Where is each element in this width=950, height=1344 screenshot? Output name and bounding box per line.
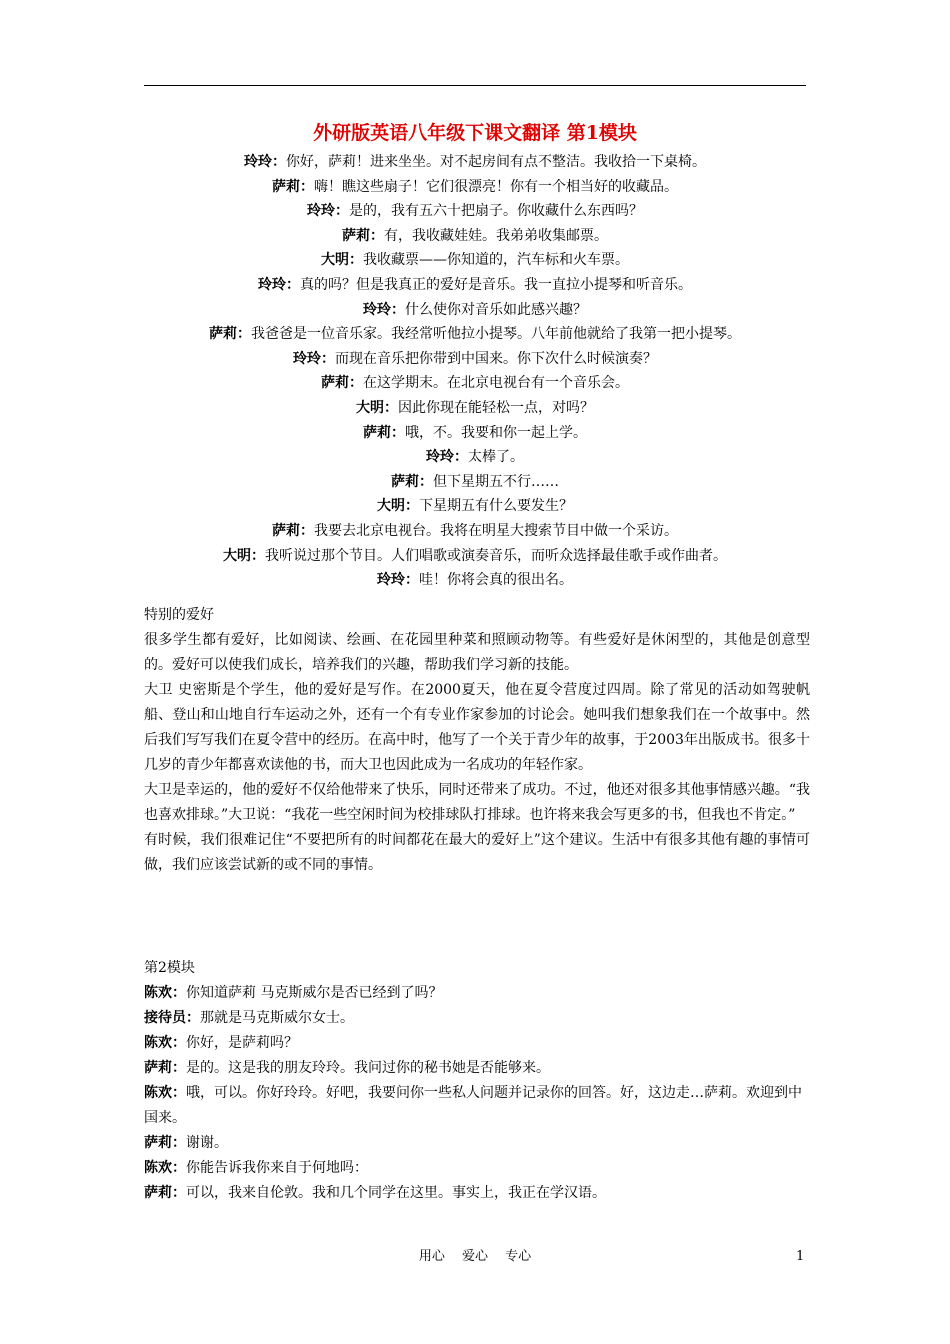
paragraph: 大卫是幸运的，他的爱好不仅给他带来了快乐，同时还带来了成功。不过，他还对很多其他事情感兴趣。“我也喜欢排球。”大卫说：“我花一些空闲时间为校排球队打排球。也许将来我会写更多的书，但我也不肯定。” [144, 782, 810, 823]
dialogue-text: 什么使你对音乐如此感兴趣？ [405, 301, 587, 318]
speaker-label: 大明： [223, 547, 265, 564]
paragraph: 很多学生都有爱好，比如阅读、绘画、在花园里种菜和照顾动物等。有些爱好是休闲型的，其他是创意型的。爱好可以使我们成长，培养我们的兴趣，帮助我们学习新的技能。 [144, 632, 810, 673]
dialogue-text: 哇！你将会真的很出名。 [419, 572, 573, 589]
dialogue-text: 太棒了。 [468, 449, 524, 466]
dialogue-line [0, 470, 950, 495]
dialogue-line [0, 519, 950, 544]
dialogue-text: 我收藏票——你知道的，汽车标和火车票。 [363, 252, 629, 269]
header-rule [144, 85, 806, 86]
dialogue-text: 而现在音乐把你带到中国来。你下次什么时候演奏？ [335, 350, 657, 367]
dialogue-text: 哦，可以。你好玲玲。好吧，我要问你一些私人问题并记录你的回答。好，这边走…萨莉。欢迎到中国来。 [144, 1085, 802, 1126]
dialogue-text: 我要去北京电视台。我将在明星大搜索节目中做一个采访。 [314, 522, 678, 539]
speaker-label: 玲玲： [258, 276, 300, 293]
speaker-label: 玲玲： [307, 203, 349, 220]
dialogue-text: 谢谢。 [186, 1135, 228, 1151]
speaker-label: 玲玲： [426, 449, 468, 466]
dialogue-text: 我听说过那个节目。人们唱歌或演奏音乐，而听众选择最佳歌手或作曲者。 [265, 547, 727, 564]
dialogue-text: 你知道萨莉 马克斯威尔是否已经到了吗？ [186, 985, 443, 1001]
dialogue-line [0, 544, 950, 569]
speaker-label: 陈欢： [144, 1035, 186, 1051]
speaker-label: 陈欢： [144, 1085, 186, 1101]
dialogue-text: 但下星期五不行…… [433, 473, 559, 490]
dialogue-line [0, 298, 950, 323]
dialogue-text: 真的吗？但是我真正的爱好是音乐。我一直拉小提琴和听音乐。 [300, 276, 692, 293]
speaker-label: 大明： [377, 498, 419, 515]
dialogue-line [0, 396, 950, 421]
dialogue-text: 那就是马克斯威尔女士。 [200, 1010, 354, 1026]
dialogue-text: 可以，我来自伦敦。我和几个同学在这里。事实上，我正在学汉语。 [186, 1185, 606, 1201]
speaker-label: 玲玲： [244, 154, 286, 170]
dialogue-line [0, 224, 950, 249]
speaker-label: 萨莉： [272, 522, 314, 539]
dialogue-line [144, 1006, 814, 1031]
speaker-label: 萨莉： [144, 1060, 186, 1076]
dialogue-text: 嗨！瞧这些扇子！它们很漂亮！你有一个相当好的收藏品。 [314, 178, 678, 195]
module1-dialogue [0, 150, 950, 593]
dialogue-text: 因此你现在能轻松一点，对吗？ [398, 399, 594, 416]
speaker-label: 萨莉： [321, 375, 363, 392]
section-heading: 第2模块 [144, 960, 195, 976]
section-heading: 特别的爱好 [144, 607, 214, 623]
dialogue-line [144, 1131, 814, 1156]
speaker-label: 陈欢： [144, 985, 186, 1001]
document-title: 外研版英语八年级下课文翻译 第1模块 [313, 122, 637, 144]
dialogue-line [144, 1056, 814, 1081]
speaker-label: 接待员： [144, 1010, 200, 1026]
speaker-label: 玲玲： [293, 350, 335, 367]
dialogue-line [0, 150, 950, 175]
dialogue-text: 下星期五有什么要发生？ [419, 498, 573, 515]
dialogue-line [144, 1181, 814, 1206]
dialogue-line [0, 248, 950, 273]
dialogue-text: 哦，不。我要和你一起上学。 [405, 424, 587, 441]
dialogue-text: 是的，我有五六十把扇子。你收藏什么东西吗？ [349, 203, 643, 220]
dialogue-text: 在这学期末。在北京电视台有一个音乐会。 [363, 375, 629, 392]
speaker-label: 大明： [321, 252, 363, 269]
dialogue-text: 你能告诉我你来自于何地吗： [186, 1160, 368, 1176]
dialogue-line [144, 1156, 814, 1181]
dialogue-text: 有，我收藏娃娃。我弟弟收集邮票。 [384, 227, 608, 244]
dialogue-line [0, 568, 950, 593]
footer-motto: 用心 爱心 专心 [418, 1249, 532, 1264]
dialogue-text: 你好，萨莉！进来坐坐。对不起房间有点不整洁。我收拾一下桌椅。 [286, 154, 706, 170]
dialogue-line [0, 273, 950, 298]
speaker-label: 萨莉： [272, 178, 314, 195]
dialogue-line [0, 494, 950, 519]
dialogue-line [0, 322, 950, 347]
special-hobbies-section [144, 603, 810, 878]
speaker-label: 玲玲： [363, 301, 405, 318]
speaker-label: 萨莉： [209, 326, 251, 343]
page-number: 1 [796, 1249, 805, 1264]
speaker-label: 大明： [356, 399, 398, 416]
dialogue-line [0, 175, 950, 200]
speaker-label: 陈欢： [144, 1160, 186, 1176]
speaker-label: 玲玲： [377, 572, 419, 589]
dialogue-line [0, 445, 950, 470]
speaker-label: 萨莉： [144, 1185, 186, 1201]
paragraph: 大卫 史密斯是个学生，他的爱好是写作。在2000夏天，他在夏令营度过四周。除了常见的活动如驾驶帆船、登山和山地自行车运动之外，还有一个有专业作家参加的讨论会。她叫我们想象我们在一个故事中。然后我们写写我们在夏令营中的经历。在高中时，他写了一个关于青少年的故事，于2003年出版成书。很多十几岁的青少年都喜欢读他的书，而大卫也因此成为一名成功的年轻作家。 [144, 682, 810, 773]
module2-section [144, 956, 814, 1206]
dialogue-line [144, 981, 814, 1006]
speaker-label: 萨莉： [342, 227, 384, 244]
dialogue-line [0, 199, 950, 224]
speaker-label: 萨莉： [363, 424, 405, 441]
dialogue-line [0, 371, 950, 396]
dialogue-line [0, 347, 950, 372]
speaker-label: 萨莉： [391, 473, 433, 490]
dialogue-text: 我爸爸是一位音乐家。我经常听他拉小提琴。八年前他就给了我第一把小提琴。 [251, 326, 741, 343]
paragraph: 有时候，我们很难记住“不要把所有的时间都花在最大的爱好上”这个建议。生活中有很多其他有趣的事情可做，我们应该尝试新的或不同的事情。 [144, 832, 810, 873]
dialogue-text: 你好，是萨莉吗？ [186, 1035, 298, 1051]
dialogue-text: 是的。这是我的朋友玲玲。我问过你的秘书她是否能够来。 [186, 1060, 550, 1076]
dialogue-line [0, 421, 950, 446]
dialogue-line [144, 1081, 814, 1131]
dialogue-line [144, 1031, 814, 1056]
speaker-label: 萨莉： [144, 1135, 186, 1151]
